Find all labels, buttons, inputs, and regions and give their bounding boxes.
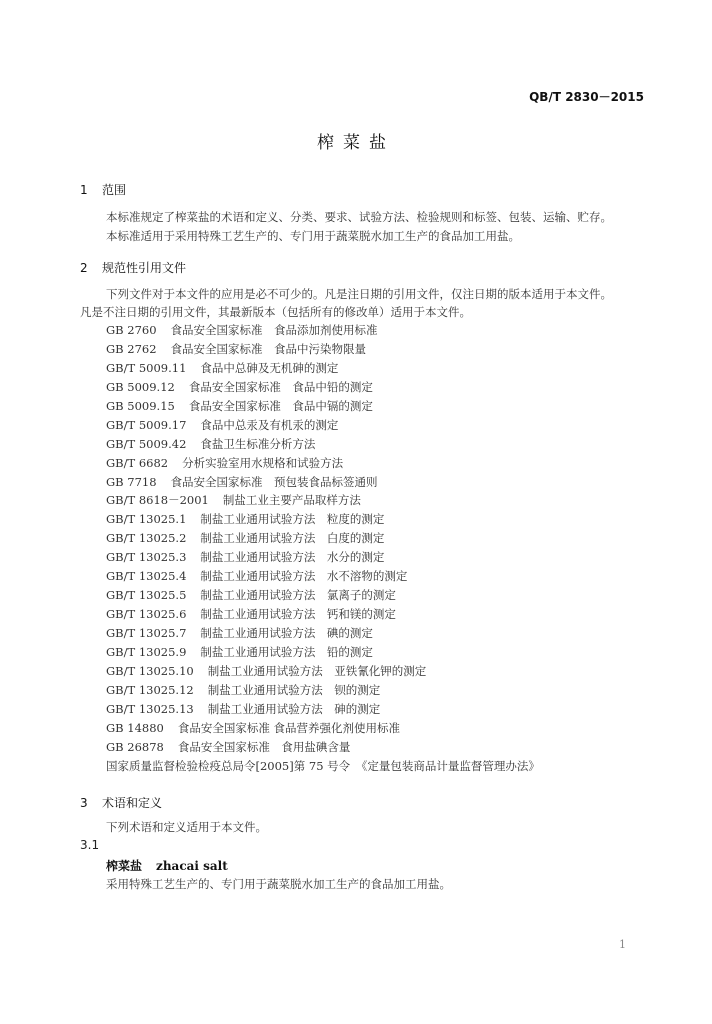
reference-code: GB/T 5009.42 — [106, 436, 187, 451]
reference-code: GB/T 13025.7 — [106, 626, 187, 640]
reference-item — [106, 491, 540, 510]
paragraph-text: 下列术语和定义适用于本文件。 — [106, 820, 267, 834]
scope-paragraph-2 — [80, 227, 646, 246]
term-definition: 采用特殊工艺生产的、专门用于蔬菜脱水加工生产的食品加工用盐。 — [106, 877, 451, 891]
reference-title: 制盐工业通用试验方法 砷的测定 — [207, 701, 381, 716]
section-title: 术语和定义 — [102, 796, 163, 810]
reference-code: GB/T 13025.3 — [106, 550, 187, 565]
term-english: zhacai salt — [156, 859, 228, 873]
references-intro-line-1 — [80, 285, 646, 304]
section-number: 2 — [80, 261, 88, 275]
page-number: 1 — [619, 938, 626, 951]
reference-item — [106, 624, 540, 643]
reference-title: 制盐工业通用试验方法 铅的测定 — [200, 644, 373, 659]
reference-code: GB/T 13025.4 — [106, 569, 187, 584]
reference-item — [106, 662, 540, 681]
reference-item — [106, 548, 540, 567]
reference-code: GB/T 5009.17 — [106, 417, 187, 432]
reference-code: GB/T 6682 — [106, 455, 169, 470]
reference-code: GB/T 13025.2 — [106, 531, 187, 546]
section-2-heading — [80, 259, 186, 276]
reference-code: GB 5009.12 — [106, 379, 175, 394]
reference-item — [106, 643, 540, 662]
reference-code: GB/T 13025.13 — [106, 701, 194, 716]
reference-item — [106, 700, 540, 719]
reference-item — [106, 473, 540, 492]
reference-item — [106, 738, 540, 757]
reference-title: 食品安全国家标准 食品中污染物限量 — [170, 341, 367, 356]
reference-title: 制盐工业通用试验方法 碘的测定 — [200, 626, 373, 640]
reference-title: 制盐工业通用试验方法 水分的测定 — [200, 550, 385, 565]
reference-item — [106, 529, 540, 548]
reference-code: GB 5009.15 — [106, 398, 175, 413]
scope-paragraph-1 — [80, 208, 646, 227]
reference-title: 食品安全国家标准 食品中镉的测定 — [188, 398, 373, 413]
reference-title: 制盐工业主要产品取样方法 — [222, 493, 361, 508]
reference-item — [106, 359, 540, 378]
document-id: QB/T 2830－2015 — [529, 90, 644, 104]
reference-item — [106, 321, 540, 340]
reference-code: GB/T 13025.10 — [106, 663, 194, 678]
reference-title: 食品安全国家标准 预包装食品标签通则 — [170, 474, 378, 489]
reference-item — [106, 416, 540, 435]
reference-code: GB 7718 — [106, 474, 157, 489]
reference-title: 食盐卫生标准分析方法 — [200, 436, 316, 451]
terms-intro — [80, 818, 646, 837]
reference-item — [106, 435, 540, 454]
section-title: 范围 — [102, 183, 127, 197]
reference-item — [106, 681, 540, 700]
reference-title: 制盐工业通用试验方法 白度的测定 — [200, 531, 385, 546]
reference-title: 食品安全国家标准 食品中铅的测定 — [188, 379, 373, 394]
reference-item — [106, 510, 540, 529]
reference-title: 食品中总汞及有机汞的测定 — [200, 417, 339, 432]
reference-code: GB 2760 — [106, 323, 157, 337]
reference-code: GB 26878 — [106, 739, 164, 754]
subclause-number: 3.1 — [80, 838, 100, 852]
normative-references-list — [106, 321, 540, 776]
reference-code: GB/T 8618－2001 — [106, 493, 209, 508]
reference-title: 食品安全国家标准 食品营养强化剂使用标准 — [177, 720, 401, 735]
reference-item — [106, 605, 540, 624]
paragraph-text: 本标准规定了榨菜盐的术语和定义、分类、要求、试验方法、检验规则和标签、包装、运输、贮存。 — [106, 210, 612, 224]
reference-code: GB/T 13025.1 — [106, 512, 187, 527]
section-title: 规范性引用文件 — [102, 261, 187, 275]
reference-title: 制盐工业通用试验方法 水不溶物的测定 — [200, 569, 408, 584]
reference-title: 制盐工业通用试验方法 钡的测定 — [207, 682, 381, 697]
reference-item — [106, 757, 540, 776]
section-number: 1 — [80, 183, 88, 197]
term-entry — [106, 857, 228, 874]
references-intro-line-2: 凡是不注日期的引用文件，其最新版本（包括所有的修改单）适用于本文件。 — [80, 305, 471, 319]
reference-code: GB/T 5009.11 — [106, 360, 187, 375]
reference-title: 制盐工业通用试验方法 亚铁氰化钾的测定 — [207, 663, 427, 678]
reference-title: 分析实验室用水规格和试验方法 — [182, 455, 344, 470]
document-title: 榨菜盐 — [317, 133, 395, 153]
reference-code: GB/T 13025.12 — [106, 682, 194, 697]
term-chinese: 榨菜盐 — [106, 859, 143, 873]
reference-title: 食品安全国家标准 食品添加剂使用标准 — [170, 323, 378, 337]
reference-code: GB/T 13025.9 — [106, 644, 187, 659]
reference-title: 食品安全国家标准 食用盐碘含量 — [177, 739, 351, 754]
reference-item — [106, 567, 540, 586]
section-3-heading — [80, 794, 162, 811]
reference-item — [106, 378, 540, 397]
reference-title: 制盐工业通用试验方法 氯离子的测定 — [200, 588, 396, 603]
reference-code: GB 14880 — [106, 720, 164, 735]
reference-item — [106, 454, 540, 473]
reference-title: 食品中总砷及无机砷的测定 — [200, 360, 339, 375]
reference-item — [106, 340, 540, 359]
reference-item — [106, 586, 540, 605]
reference-code: GB/T 13025.6 — [106, 607, 187, 622]
paragraph-text: 下列文件对于本文件的应用是必不可少的。凡是注日期的引用文件，仅注日期的版本适用于本文件。 — [106, 287, 612, 301]
paragraph-text: 本标准适用于采用特殊工艺生产的、专门用于蔬菜脱水加工生产的食品加工用盐。 — [106, 229, 520, 243]
reference-code: GB 2762 — [106, 341, 157, 356]
section-1-heading — [80, 181, 126, 198]
reference-item — [106, 719, 540, 738]
reference-title: 国家质量监督检验检疫总局令[2005]第 75 号令 《定量包装商品计量监督管理办法》 — [106, 758, 540, 773]
reference-item — [106, 397, 540, 416]
reference-code: GB/T 13025.5 — [106, 588, 187, 603]
reference-title: 制盐工业通用试验方法 粒度的测定 — [200, 512, 385, 527]
reference-title: 制盐工业通用试验方法 钙和镁的测定 — [200, 607, 396, 622]
section-number: 3 — [80, 796, 88, 810]
